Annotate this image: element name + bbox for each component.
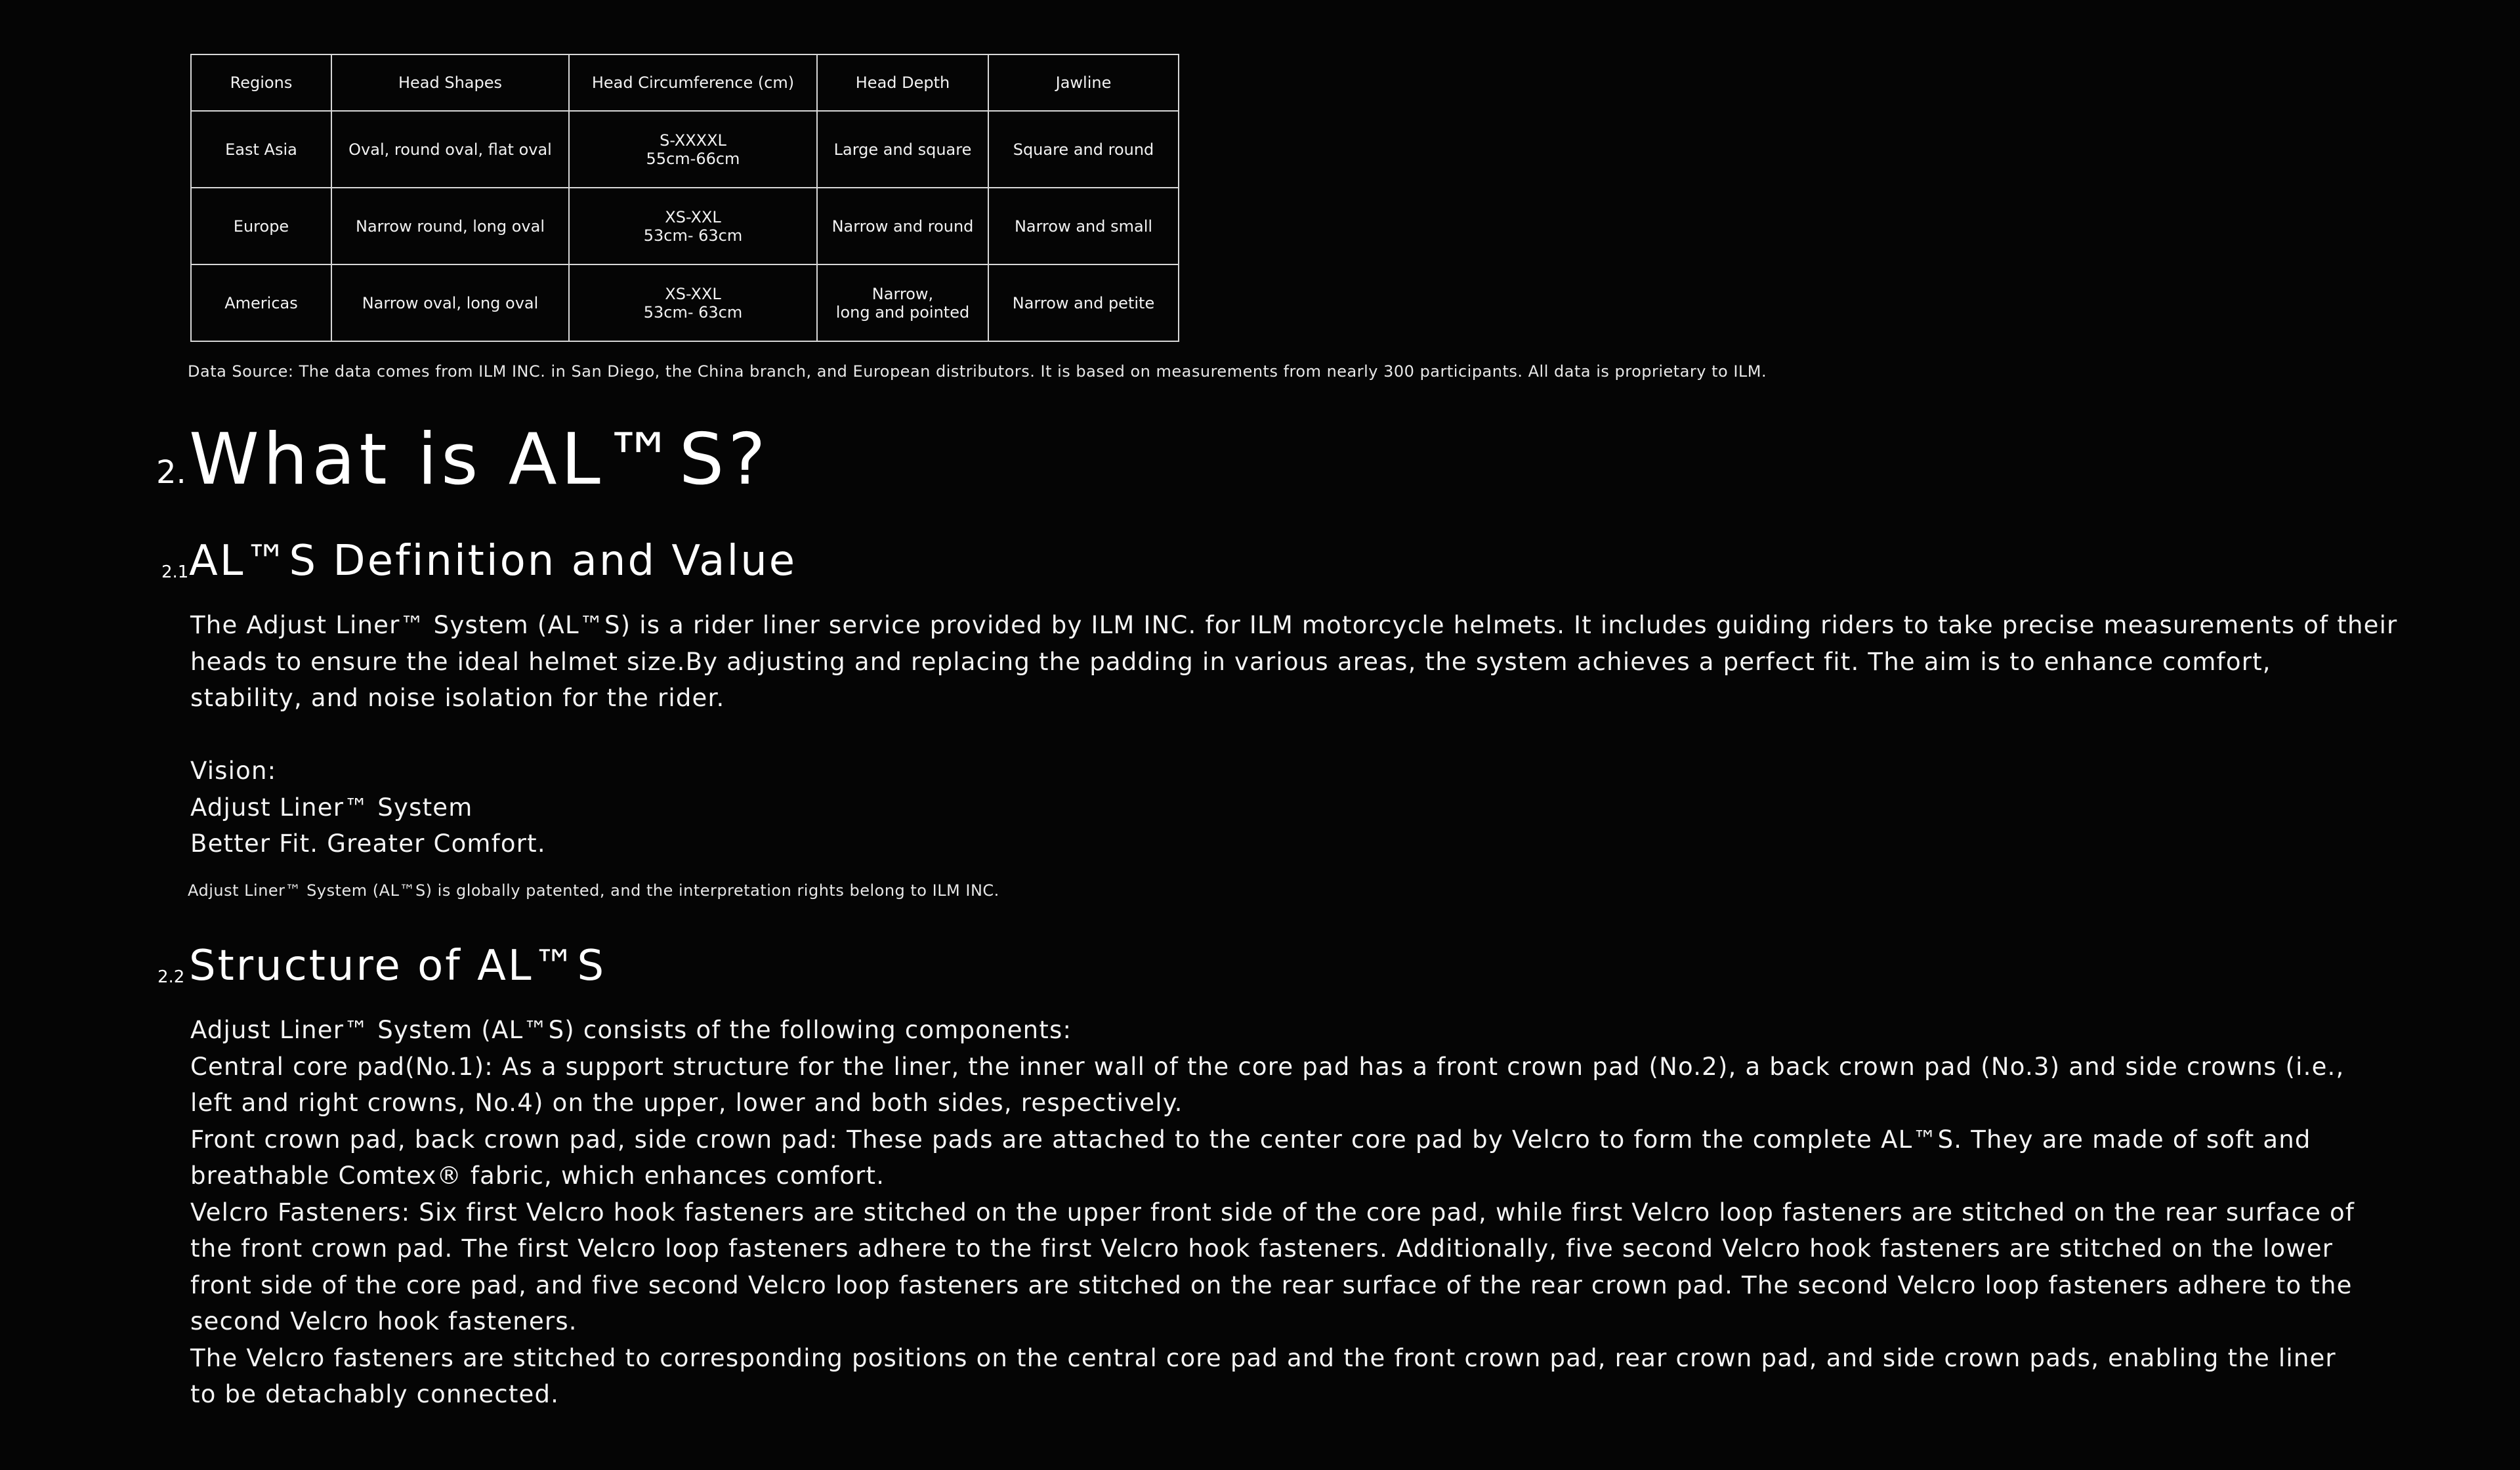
cell-head-shapes: Oval, round oval, flat oval xyxy=(331,111,569,188)
paragraph-line: Front crown pad, back crown pad, side crown pad: These pads are attached to the center core pad by Velcro to form the complete AL™S. They are made of soft and xyxy=(190,1125,2311,1154)
paragraph-line: Adjust Liner™ System (AL™S) consists of the following components: xyxy=(190,1016,1072,1044)
cell-jawline: Narrow and petite xyxy=(988,264,1179,341)
cell-jawline: Square and round xyxy=(988,111,1179,188)
vision-block xyxy=(190,753,2389,862)
cell-head-circumference xyxy=(569,111,817,188)
cell-depth-line-1: Narrow, xyxy=(872,284,934,303)
cell-head-depth xyxy=(817,264,988,341)
subsection-title: AL™S Definition and Value xyxy=(189,537,797,585)
subsection-number: 2.1 xyxy=(161,562,189,582)
cell-head-depth xyxy=(817,111,988,188)
vision-line: Better Fit. Greater Comfort. xyxy=(190,830,546,858)
paragraph-line: The Velcro fasteners are stitched to corresponding positions on the central core pad and the front crown pad, rear crown pad, and side crown pads, enabling the liner xyxy=(190,1343,2336,1372)
cell-region: Europe xyxy=(191,188,331,264)
section-number: 2. xyxy=(156,454,186,491)
paragraph-line: breathable Comtex® fabric, which enhances comfort. xyxy=(190,1162,885,1190)
paragraph-line: Velcro Fasteners: Six first Velcro hook fasteners are stitched on the upper front side of the core pad, while first Velcro loop fasteners are stitched on the rear surface of xyxy=(190,1198,2355,1227)
cell-size-range: S-XXXXL xyxy=(660,131,726,150)
column-header-head-depth: Head Depth xyxy=(817,54,988,111)
data-source-note: Data Source: The data comes from ILM INC. in San Diego, the China branch, and European distributors. It is based on measurements from nearly 300 participants. All data is proprietary to ILM. xyxy=(188,362,1767,381)
paragraph-line: the front crown pad. The first Velcro loop fasteners adhere to the first Velcro hook fasteners. Additionally, five second Velcro hook fasteners are stitched on the lower xyxy=(190,1234,2334,1263)
column-header-regions: Regions xyxy=(191,54,331,111)
table-header-row xyxy=(191,54,1179,111)
cell-depth-line-1: Narrow and round xyxy=(831,217,974,236)
cell-size-range: XS-XXL xyxy=(665,207,721,226)
paragraph-line: heads to ensure the ideal helmet size.By adjusting and replacing the padding in various areas, the system achieves a perfect fit. The aim is to enhance comfort, xyxy=(190,647,2271,676)
cell-head-circumference xyxy=(569,188,817,264)
definition-paragraph xyxy=(190,607,2398,717)
paragraph-line: to be detachably connected. xyxy=(190,1380,560,1408)
cell-cm-range: 53cm- 63cm xyxy=(643,303,743,322)
paragraph-line: second Velcro hook fasteners. xyxy=(190,1307,578,1335)
cell-head-shapes: Narrow round, long oval xyxy=(331,188,569,264)
cell-head-circumference xyxy=(569,264,817,341)
cell-depth-line-2: long and pointed xyxy=(835,303,970,322)
cell-cm-range: 53cm- 63cm xyxy=(643,226,743,245)
structure-paragraph xyxy=(190,1012,2389,1413)
vision-label: Vision: xyxy=(190,757,277,785)
vision-line: Adjust Liner™ System xyxy=(190,793,473,822)
cell-depth-line-1: Large and square xyxy=(833,140,972,159)
cell-head-depth xyxy=(817,188,988,264)
table-row xyxy=(191,111,1179,188)
cell-region: Americas xyxy=(191,264,331,341)
cell-jawline: Narrow and small xyxy=(988,188,1179,264)
cell-region: East Asia xyxy=(191,111,331,188)
paragraph-line: left and right crowns, No.4) on the upper, lower and both sides, respectively. xyxy=(190,1089,1183,1117)
section-title: What is AL™S? xyxy=(189,419,770,501)
column-header-head-circumference: Head Circumference (cm) xyxy=(569,54,817,111)
cell-size-range: XS-XXL xyxy=(665,284,721,303)
paragraph-line: Central core pad(No.1): As a support structure for the liner, the inner wall of the core pad has a front crown pad (No.2), a back crown pad (No.3) and side crowns (i.e., xyxy=(190,1052,2345,1081)
cell-cm-range: 55cm-66cm xyxy=(646,149,740,168)
paragraph-line: The Adjust Liner™ System (AL™S) is a rider liner service provided by ILM INC. for ILM motorcycle helmets. It includes guiding riders to take precise measurements of their xyxy=(190,611,2398,639)
patent-note: Adjust Liner™ System (AL™S) is globally patented, and the interpretation rights belong to ILM INC. xyxy=(188,881,999,900)
paragraph-line: front side of the core pad, and five second Velcro loop fasteners are stitched on the rear surface of the rear crown pad. The second Velcro loop fasteners adhere to the xyxy=(190,1270,2353,1299)
table-row xyxy=(191,264,1179,341)
head-measurement-table xyxy=(190,54,1179,342)
column-header-head-shapes: Head Shapes xyxy=(331,54,569,111)
paragraph-line: stability, and noise isolation for the rider. xyxy=(190,684,725,712)
table-row xyxy=(191,188,1179,264)
subsection-number: 2.2 xyxy=(158,967,185,987)
cell-head-shapes: Narrow oval, long oval xyxy=(331,264,569,341)
subsection-title: Structure of AL™S xyxy=(189,942,606,990)
column-header-jawline: Jawline xyxy=(988,54,1179,111)
